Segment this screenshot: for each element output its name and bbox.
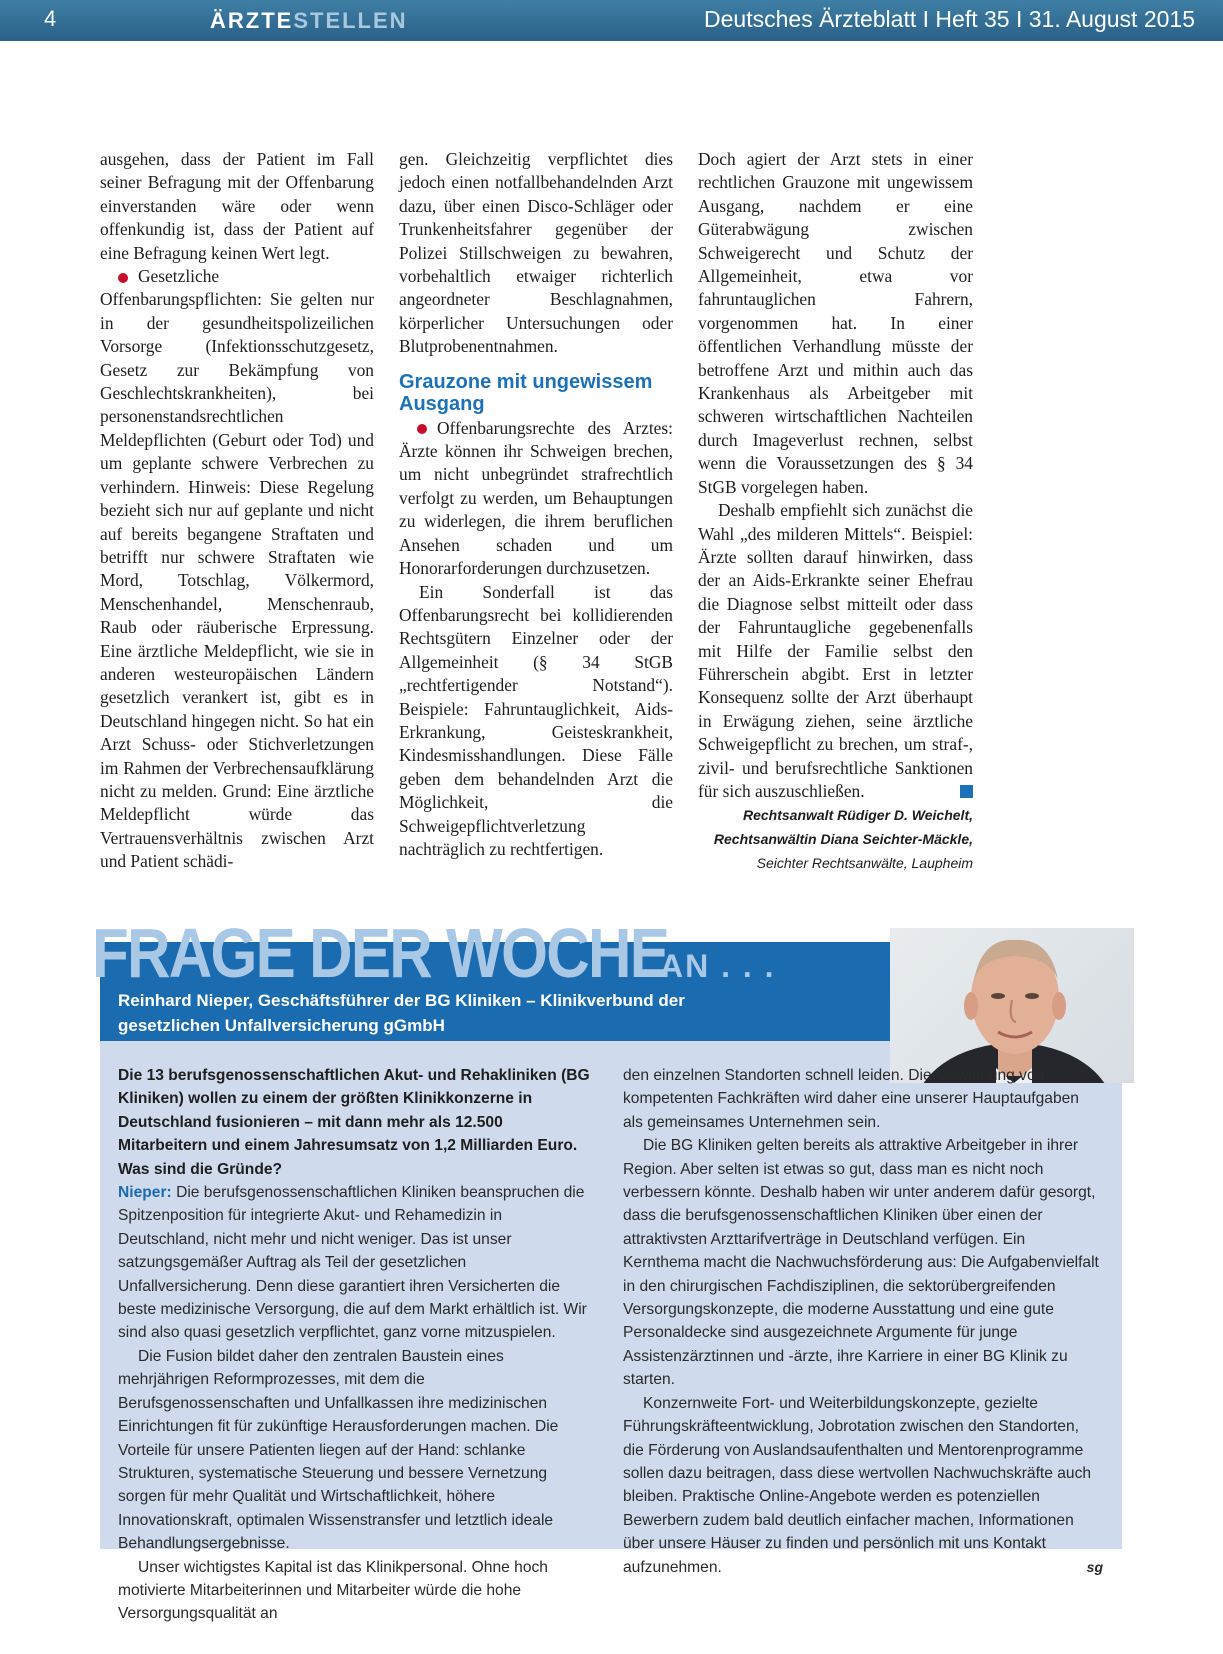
bullet-icon [118,273,128,283]
paragraph: Deshalb empfiehlt sich zunächst die Wahl „des milderen Mittels“. Beispiel: Ärzte sollten darauf hinwirken, dass der an Aids-Erkrankte seiner Ehefrau die Diagnose selbst mitteilt oder dass der Fahruntaugliche gegebenenfalls mit Hilfe der Familie selbst den Führerschein abgibt. Erst in letzter Konsequenz sollte der Arzt überhaupt in Erwägung ziehen, seine ärztliche Schweigepflicht zu brechen, um straf-, zivil- und berufsrechtliche Sanktionen für sich auszuschließen. [698,500,973,801]
answer-paragraph: den einzelnen Standorten schnell leiden. Die Gewinnung von kompetenten Fachkräften wird daher eine unserer Hauptaufgaben als gemeinsames Unternehmen sein. [623,1067,1079,1131]
author-initials: sg [1086,1558,1103,1575]
bullet-paragraph: Gesetzliche Offenbarungspflichten: Sie gelten nur in der gesundheitspolizeilichen Vorsorge (Infektionsschutzgesetz, Gesetz zur Bekämpfung von Geschlechtskrankheiten), bei personenstandsrechtlichen Meldepflichten (Geburt oder Tod) und um geplante schwere Verbrechen zu verhindern. Hinweis: Diese Regelung bezieht sich nur auf geplante und nicht auf bereits begangene Straftaten und betrifft nur schwere Straftaten wie Mord, Totschlag, Völkermord, Menschenhandel, Menschenraub, Raub oder räuberische Erpressung. Eine ärztliche Meldepflicht, wie sie in anderen westeuropäischen Ländern gesetzlich verankert ist, gibt es in Deutschland hingegen nicht. So hat ein Arzt Schuss- oder Stichverletzungen im Rahmen der Verbrechensaufklärung nicht zu melden. Grund: Eine ärztliche Meldepflicht würde das Vertrauensverhältnis zwischen Arzt und Patient schädi- [100,266,374,872]
answer-paragraph: Konzernweite Fort- und Weiterbildungskonzepte, gezielte Führungskräfteentwicklung, Jobrotation zwischen den Standorten, die Förderung von Auslandsaufenthalten und Mentorenprogramme sollen dazu beitragen, dass diese wertvollen Nachwuchskräfte auch bleiben. Praktische Online-Angebote werden es potenziellen Bewerbern zudem bald deutlich einfacher machen, Informationen über unsere Häuser zu finden und persönlich mit uns Kontakt aufzunehmen. sg [623,1392,1103,1579]
article-column-3 [698,148,973,875]
feature-column-2 [623,1064,1103,1579]
paragraph: gen. Gleichzeitig verpflichtet dies jedoch einen notfallbehandelnden Arzt dazu, über einen Disco-Schläger oder Trunkenheitsfahrer gegenüber der Polizei Stillschweigen zu bewahren, vorbehaltlich etwaiger richterlich angeordneter Beschlagnahmen, körperlicher Untersuchungen oder Blutprobenentnahmen. [399,149,673,357]
paragraph: ausgehen, dass der Patient im Fall seiner Befragung mit der Offenbarung einverstanden wäre oder wenn offenkundig ist, dass der Patient auf eine Befragung keinen Wert legt. [100,149,374,263]
bullet-paragraph: Offenbarungsrechte des Arztes: Ärzte können ihr Schweigen brechen, um nicht unbegründet strafrechtlich verfolgt zu werden, um Behauptungen zu widerlegen, die ihrem beruflichen Ansehen schaden und um Honorarforderungen durchzusetzen. [399,417,673,579]
interview-question: Die 13 berufsgenossenschaftlichen Akut- und Rehakliniken (BG Kliniken) wollen zu einem der größten Klinikkonzerne in Deutschland fusionieren – mit dann mehr als 12.500 Mitarbeitern und einem Jahresumsatz von 1,2 Milliarden Euro. Was sind die Gründe? [118,1067,590,1178]
answer-paragraph: Unser wichtigstes Kapital ist das Klinikpersonal. Ohne hoch motivierte Mitarbeiterinnen und Mitarbeiter würde die hohe Versorgungsqualität an [118,1558,548,1623]
paragraph: Ein Sonderfall ist das Offenbarungsrecht bei kollidierenden Rechtsgütern Einzelner oder der Allgemeinheit (§ 34 StGB „rechtfertigender Notstand“). Beispiele: Fahruntauglichkeit, Aids-Erkrankung, Geisteskrankheit, Kindesmisshandlungen. Diese Fälle geben dem behandelnden Arzt die Möglichkeit, die Schweigepflichtverletzung nachträglich zu rechtfertigen. [399,581,673,859]
section-heading: Grauzone mit ungewissem Ausgang [399,370,653,415]
portrait-photo [890,928,1134,1083]
speaker-label: Nieper: [118,1184,172,1202]
answer-paragraph: Die Fusion bildet daher den zentralen Baustein eines mehrjährigen Reformprozesses, mit dem die Berufsgenossenschaften und Unfallkassen ihre medizinischen Einrichtungen fit für zukünftige Herausforderungen machen. Die Vorteile für unsere Patienten liegen auf der Hand: schlanke Strukturen, systematische Steuerung und bessere Vernetzung sorgen für mehr Qualität und Wirtschaftlichkeit, höhere Innovationskraft, optimalen Wissenstransfer und letztlich ideale Behandlungsergebnisse. [118,1347,559,1553]
page-number: 4 [44,6,57,31]
author-signature: Rechtsanwalt Rüdiger D. Weichelt, Rechtsanwältin Diana Seichter-Mäckle, Seichter Rechtsanwälte, Laupheim [713,807,973,872]
feature-title-suffix: AN . . . [660,948,776,984]
header-band [0,0,1223,41]
paragraph: Doch agiert der Arzt stets in einer rechtlichen Grauzone mit ungewissem Ausgang, nachdem er eine Güterabwägung zwischen Schweigerecht und Schutz der Allgemeinheit, etwa vor fahruntauglichen Fahrern, vorgenommen hat. In einer öffentlichen Verhandlung müsste der betroffene Arzt und mithin auch das Krankenhaus als Arbeitgeber mit schweren wirtschaftlichen Nachteilen durch Imageverlust rechnen, selbst wenn die Voraussetzungen des § 34 StGB vorgelegen haben. [698,149,973,497]
article-column-2 [399,148,673,861]
feature-subtitle: Reinhard Nieper, Geschäftsführer der BG Kliniken – Klinikverbund der gesetzlichen Unfallversicherung gGmbH [118,991,685,1035]
issue-info: Deutsches Ärzteblatt I Heft 35 I 31. August 2015 [704,6,1195,32]
article-column-1 [100,148,374,874]
answer-paragraph: Die BG Kliniken gelten bereits als attraktive Arbeitgeber in ihrer Region. Aber selten ist etwas so gut, dass man es nicht noch verbessern könnte. Deshalb haben wir unter anderem dafür gesorgt, dass die berufsgenossenschaftlichen Kliniken über einen der attraktivsten Arzttarifverträge in Deutschland verfügen. Ein Kernthema macht die Nachwuchsförderung aus: Die Aufgabenvielfalt in den chirurgischen Fachdisziplinen, die sektorübergreifenden Versorgungskonzepte, die moderne Ausstattung und eine gute Personaldecke sind ausgezeichnete Argumente für junge Assistenzärztinnen und -ärzte, ihre Karriere in einer BG Klinik zu starten. [623,1137,1099,1389]
brand-logo: ÄRZTESTELLEN [210,8,408,33]
end-mark-icon [960,785,973,798]
feature-column-1 [118,1064,593,1626]
feature-title: FRAGE DER WOCHE [92,914,669,992]
answer-paragraph: Nieper: Die berufsgenossenschaftlichen Kliniken beanspruchen die Spitzenposition für integrierte Akut- und Rehamedizin in Deutschland, nicht mehr und nicht weniger. Das ist unser satzungsgemäßer Auftrag als Teil der gesetzlichen Unfallversicherung. Denn diese garantiert ihren Versicherten die beste medizinische Versorgung, die auf dem Markt erhältlich ist. Wir sind also quasi gesetzlich verpflichtet, ganz vorne mitzuspielen. [118,1184,587,1342]
bullet-icon [417,424,427,434]
